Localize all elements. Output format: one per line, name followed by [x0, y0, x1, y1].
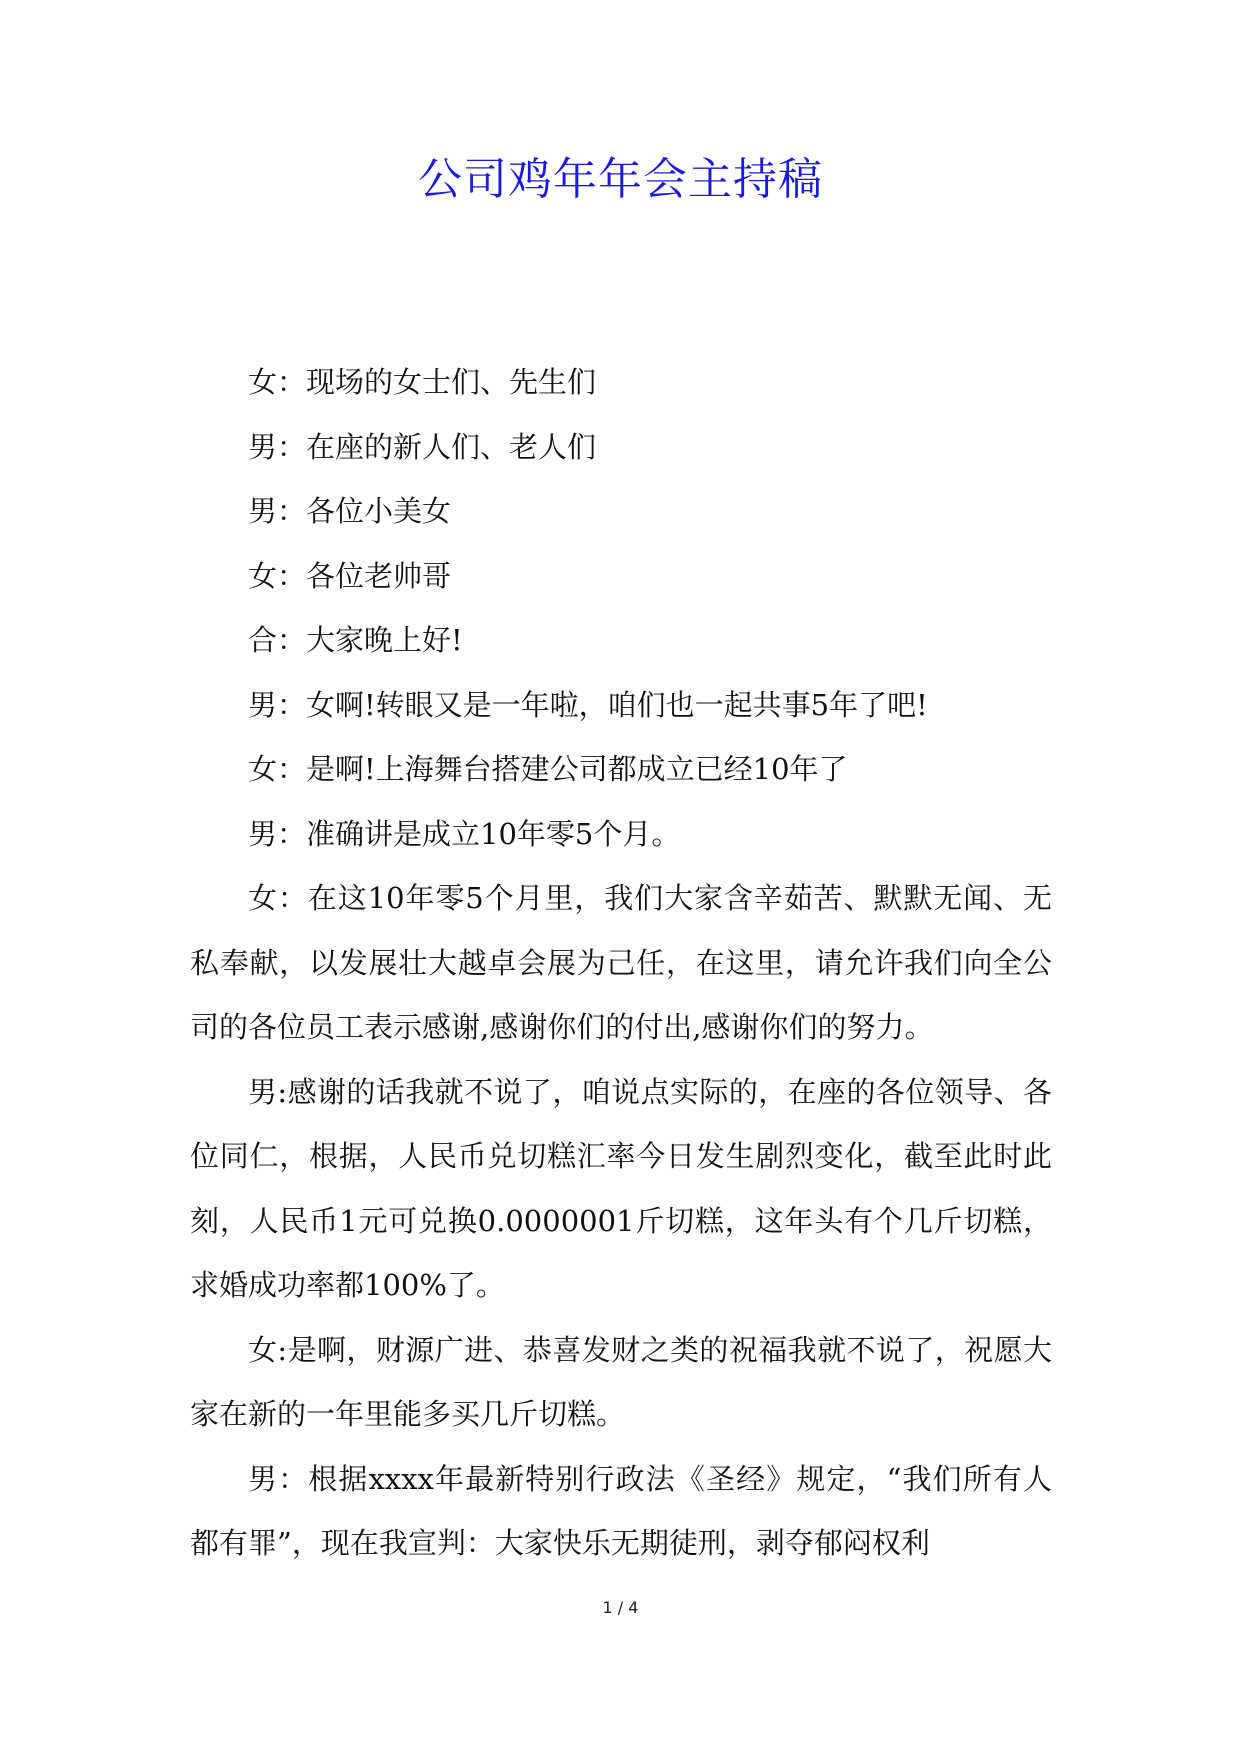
paragraph: 女：是啊!上海舞台搭建公司都成立已经10年了	[248, 752, 848, 786]
paragraph: 男：准确讲是成立10年零5个月。	[248, 816, 681, 851]
paragraph: 男：女啊!转眼又是一年啦，咱们也一起共事5年了吧!	[248, 687, 928, 722]
document-title: 公司鸡年年会主持稿	[418, 154, 823, 205]
page-number: 1 / 4	[602, 1598, 639, 1617]
document-body	[190, 350, 1052, 1576]
paragraph: 女：各位老帅哥	[248, 558, 452, 593]
paragraph: 女:是啊，财源广进、恭喜发财之类的祝福我就不说了，祝愿大家在新的一年里能多买几斤切糕。	[190, 1332, 1052, 1431]
paragraph: 男:感谢的话我就不说了，咱说点实际的，在座的各位领导、各位同仁，根据，人民币兑切糕汇率今日发生剧烈变化，截至此时此刻，人民币1元可兑换0.0000001斤切糕，这年头有个几斤切糕，求婚成功率都100%了。	[190, 1074, 1052, 1302]
paragraph: 女：现场的女士们、先生们	[248, 365, 597, 399]
paragraph: 男：在座的新人们、老人们	[248, 429, 597, 464]
paragraph: 男：各位小美女	[248, 494, 452, 528]
paragraph: 女：在这10年零5个月里，我们大家含辛茹苦、默默无闻、无私奉献，以发展壮大越卓会展为己任，在这里，请允许我们向全公司的各位员工表示感谢,感谢你们的付出,感谢你们的努力。	[190, 881, 1052, 1044]
paragraph: 合：大家晚上好!	[248, 623, 463, 657]
paragraph: 男：根据xxxx年最新特别行政法《圣经》规定，“我们所有人都有罪”，现在我宣判：大家快乐无期徒刑，剥夺郁闷权利	[190, 1461, 1052, 1560]
